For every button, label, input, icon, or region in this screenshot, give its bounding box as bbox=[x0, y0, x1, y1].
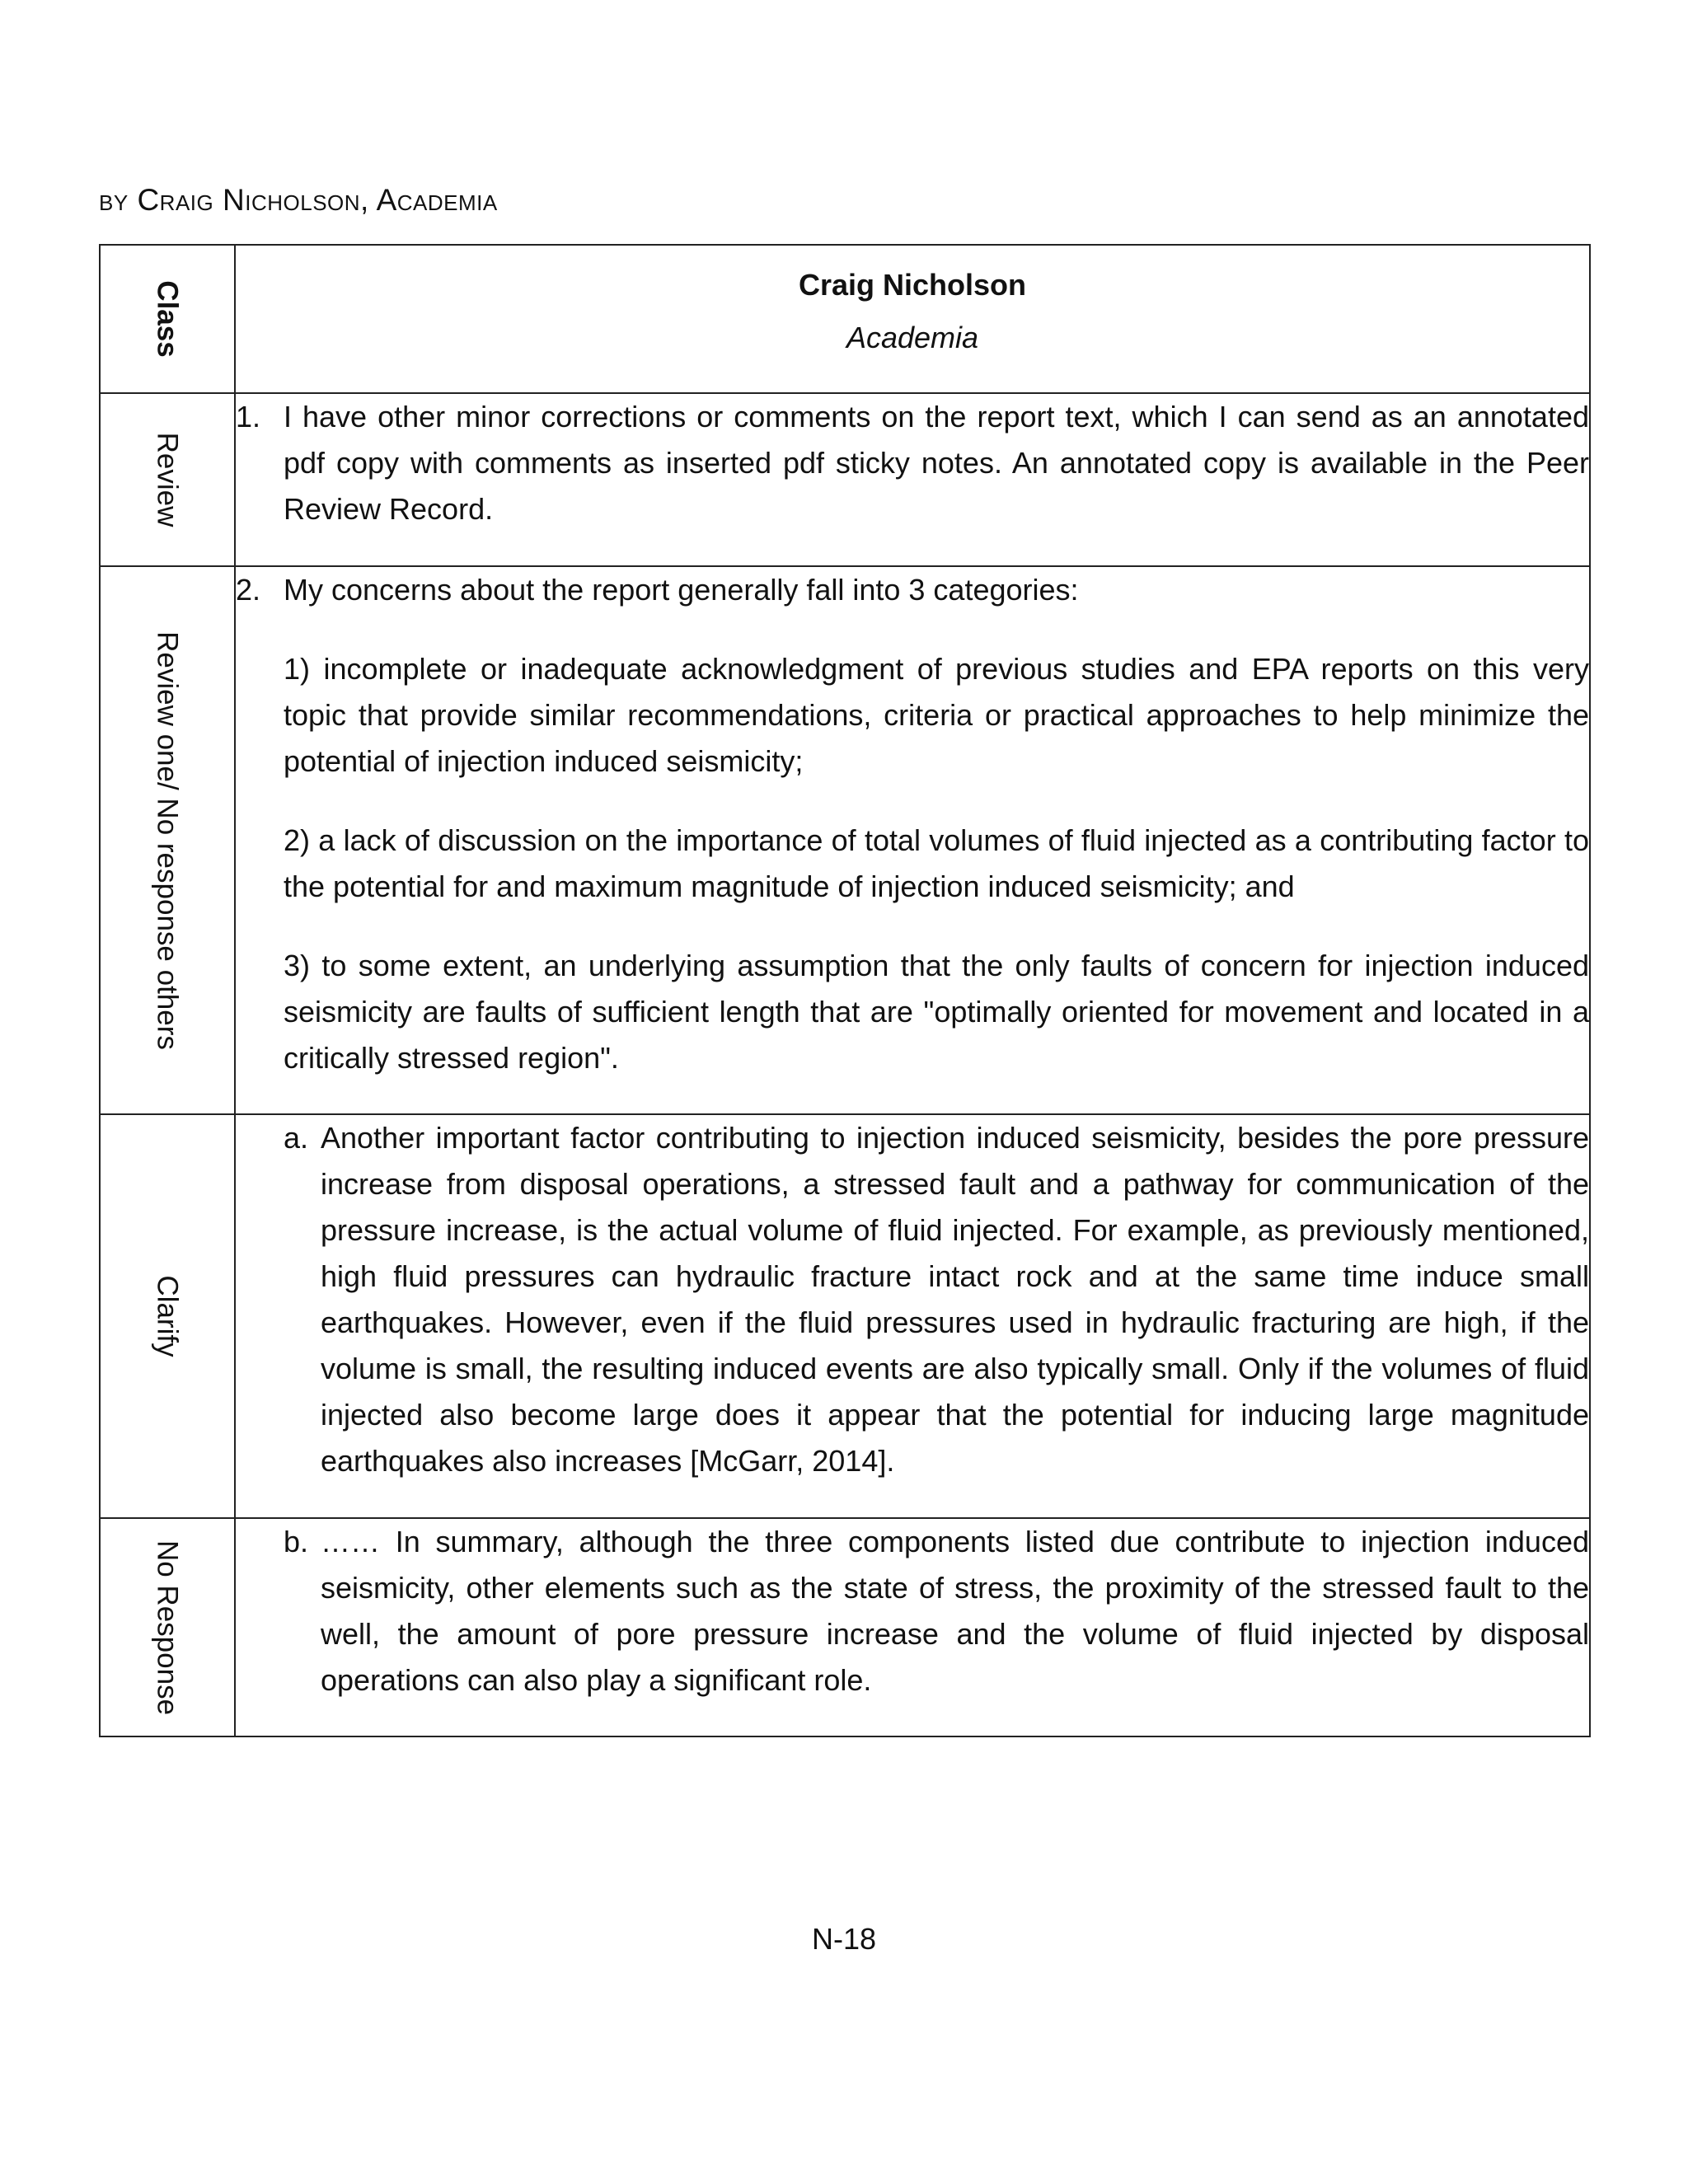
comment-cell bbox=[235, 566, 1590, 1114]
class-label: No Response bbox=[151, 1540, 184, 1715]
class-cell bbox=[100, 1518, 235, 1736]
comment-cell bbox=[235, 393, 1590, 566]
class-cell bbox=[100, 393, 235, 566]
comment-text: …… In summary, although the three components listed due contribute to injection induced seismicity, other elements such as the state of stress, the proximity of the stressed fault to the well, the amount of pore pressure increase and the volume of fluid injected by disposal operations can also play a significant role. bbox=[321, 1525, 1589, 1697]
table-row bbox=[100, 393, 1590, 566]
class-header-label: Class bbox=[151, 280, 184, 358]
reviewer-name: Craig Nicholson bbox=[798, 268, 1027, 302]
table-row bbox=[100, 566, 1590, 1114]
comment-cell bbox=[235, 1114, 1590, 1518]
comment-text: My concerns about the report generally fall into 3 categories: bbox=[284, 573, 1079, 607]
table-row bbox=[100, 1114, 1590, 1518]
item-marker: b. bbox=[284, 1525, 309, 1558]
review-table bbox=[99, 244, 1591, 1737]
item-marker: a. bbox=[284, 1121, 309, 1155]
reviewer-affiliation: Academia bbox=[846, 321, 979, 354]
section-heading: by Craig Nicholson, Academia bbox=[99, 183, 498, 217]
class-label: Review one/ No response others bbox=[151, 630, 184, 1050]
class-cell bbox=[100, 1114, 235, 1518]
concern-paragraph: 2) a lack of discussion on the importance of total volumes of fluid injected as a contributing factor to the potential for and maximum magnitude of injection induced seismicity; and bbox=[284, 823, 1589, 903]
table-header-row bbox=[100, 245, 1590, 393]
comment-cell bbox=[235, 1518, 1590, 1736]
item-marker: 1. bbox=[236, 400, 261, 434]
comment-text: Another important factor contributing to injection induced seismicity, besides the pore pressure increase from disposal operations, a stressed fault and a pathway for communication of the pressure increase, is the actual volume of fluid injected. For example, as previously mentioned, high fluid pressures can hydraulic fracture intact rock and at the same time induce small earthquakes. However, even if the fluid pressures used in hydraulic fracturing are high, if the volume is small, the resulting induced events are also typically small. Only if the volumes of fluid injected also become large does it appear that the potential for inducing large magnitude earthquakes also increases [McGarr, 2014]. bbox=[321, 1121, 1589, 1478]
table-row bbox=[100, 1518, 1590, 1736]
class-header-cell bbox=[100, 245, 235, 393]
class-label: Clarify bbox=[151, 1275, 184, 1357]
concern-paragraph: 1) incomplete or inadequate acknowledgment of previous studies and EPA reports on this very topic that provide similar recommendations, criteria or practical approaches to help minimize the potential of injection induced seismicity; bbox=[284, 652, 1589, 778]
class-cell bbox=[100, 566, 235, 1114]
class-label: Review bbox=[151, 432, 184, 527]
item-marker: 2. bbox=[236, 573, 261, 607]
comment-text: I have other minor corrections or comments on the report text, which I can send as an annotated pdf copy with comments as inserted pdf sticky notes. An annotated copy is available in the Peer Review Record. bbox=[284, 400, 1589, 526]
page-number: N-18 bbox=[811, 1922, 877, 1956]
reviewer-header-cell bbox=[235, 245, 1590, 393]
concern-paragraph: 3) to some extent, an underlying assumption that the only faults of concern for injection induced seismicity are faults of sufficient length that are "optimally oriented for movement and located in a critically stressed region". bbox=[284, 949, 1589, 1075]
